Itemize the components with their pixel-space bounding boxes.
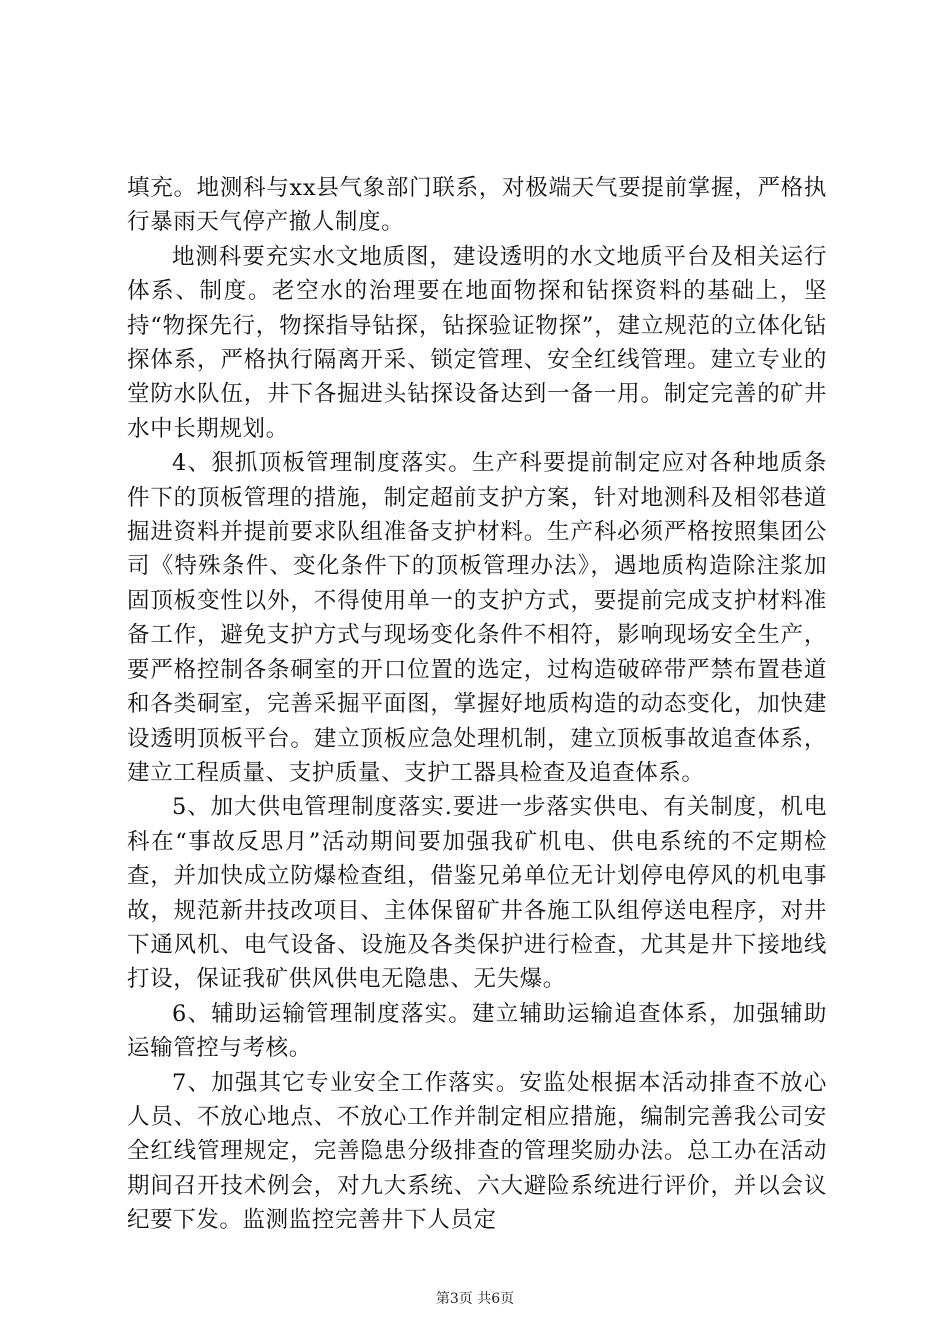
paragraph-power-supply: 5、加大供电管理制度落实.要进一步落实供电、有关制度，机电科在“事故反思月”活动期间要加强我矿机电、供电系统的不定期检查，并加快成立防爆检查组，借鉴兄弟单位无计划停电停风的机电事故，规范新井技改项目、主体保留矿井各施工队组停送电程序，对井下通风机、电气设备、设施及各类保护进行检查，尤其是井下接地线打设，保证我矿供风供电无隐患、无失爆。: [127, 794, 827, 993]
paragraph-continuation: 填充。地测科与xx县气象部门联系，对极端天气要提前掌握，严格执行暴雨天气停产撤人制度。: [127, 175, 827, 236]
page-number-footer: 第3页 共6页: [435, 1291, 515, 1307]
paragraph-hydrogeology: 地测科要充实水文地质图，建设透明的水文地质平台及相关运行体系、制度。老空水的治理要在地面物探和钻探资料的基础上，坚持“物探先行，物探指导钻探，钻探验证物探”，建立规范的立体化钻探体系，严格执行隔离开采、锁定管理、安全红线管理。建立专业的堂防水队伍，井下各掘进头钻探设备达到一备一用。制定完善的矿井水中长期规划。: [127, 243, 827, 442]
paragraph-auxiliary-transport: 6、辅助运输管理制度落实。建立辅助运输追查体系，加强辅助运输管控与考核。: [127, 1000, 827, 1062]
paragraph-other-safety: 7、加强其它专业安全工作落实。安监处根据本活动排查不放心人员、不放心地点、不放心工作并制定相应措施，编制完善我公司安全红线管理规定，完善隐患分级排查的管理奖励办法。总工办在活动期间召开技术例会，对九大系统、六大避险系统进行评价，并以会议纪要下发。监测监控完善井下人员定: [127, 1069, 827, 1234]
document-body: [127, 171, 827, 1238]
paragraph-roof-management: 4、狠抓顶板管理制度落实。生产科要提前制定应对各种地质条件下的顶板管理的措施，制定超前支护方案，针对地测科及相邻巷道掘进资料并提前要求队组准备支护材料。生产科必须严格按照集团公司《特殊条件、变化条件下的顶板管理办法》，遇地质构造除注浆加固顶板变性以外，不得使用单一的支护方式，要提前完成支护材料准备工作，避免支护方式与现场变化条件不相符，影响现场安全生产，要严格控制各条硐室的开口位置的选定，过构造破碎带严禁布置巷道和各类硐室，完善采掘平面图，掌握好地质构造的动态变化，加快建设透明顶板平台。建立顶板应急处理机制，建立顶板事故追查体系，建立工程质量、支护质量、支护工器具检查及追查体系。: [127, 450, 827, 786]
